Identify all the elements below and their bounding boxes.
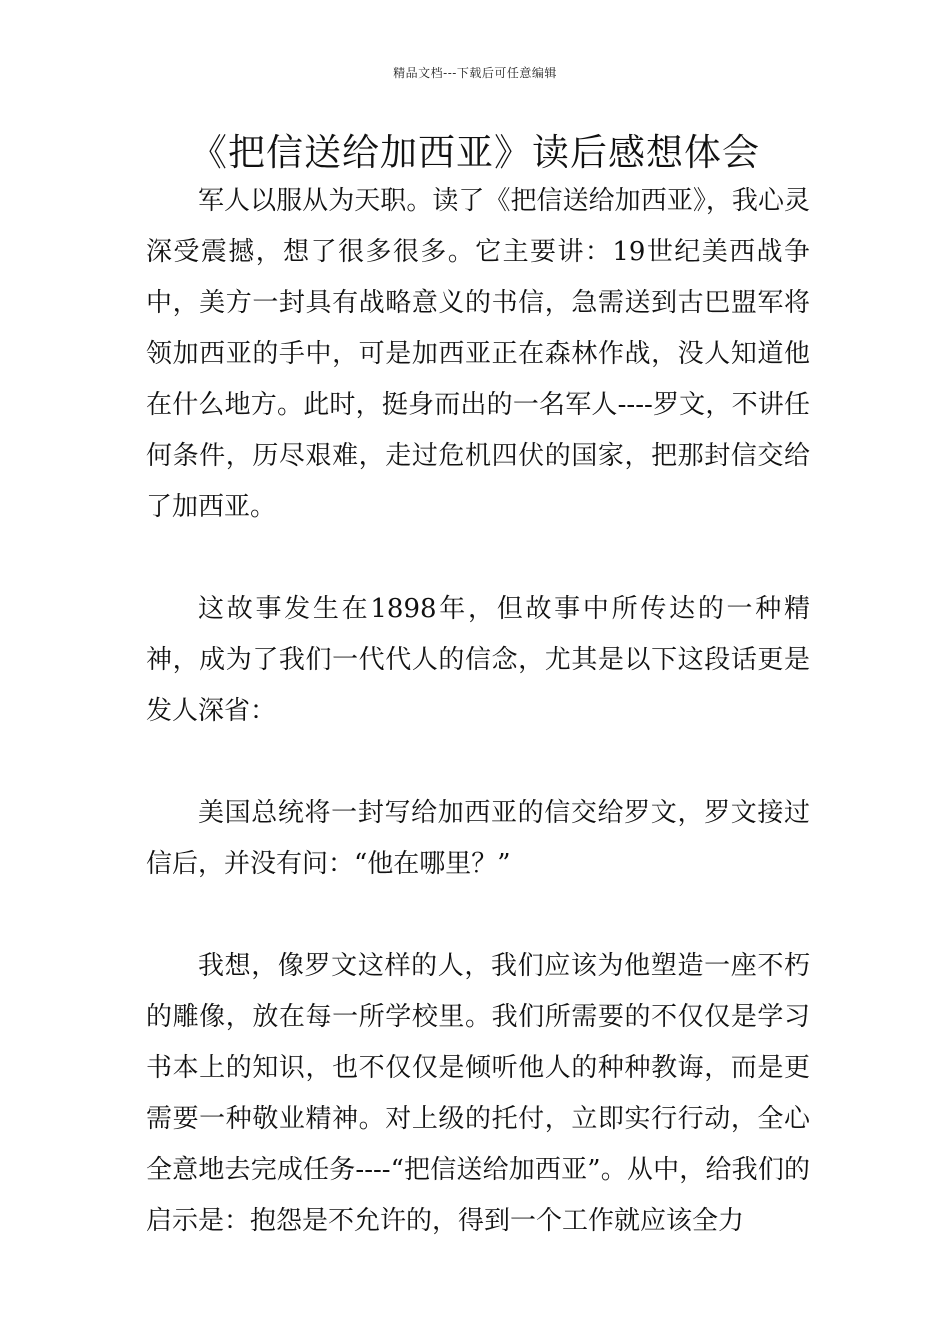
paragraph-1: 军人以服从为天职。读了《把信送给加西亚》，我心灵深受震撼，想了很多很多。它主要讲：19世纪美西战争中，美方一封具有战略意义的书信，急需送到古巴盟军将领加西亚的手中，可是加西亚正在森林作战，没人知道他在什么地方。此时，挺身而出的一名军人----罗文，不讲任何条件，历尽艰难，走过危机四伏的国家，把那封信交给了加西亚。 xyxy=(146,186,810,522)
paragraph-gap xyxy=(146,533,810,584)
paragraph-4: 我想，像罗文这样的人，我们应该为他塑造一座不朽的雕像，放在每一所学校里。我们所需要的不仅仅是学习书本上的知识，也不仅仅是倾听他人的种种教诲，而是更需要一种敬业精神。对上级的托付，立即实行行动，全心全意地去完成任务----“把信送给加西亚”。从中，给我们的启示是：抱怨是不允许的，得到一个工作就应该全力 xyxy=(146,951,810,1236)
paragraph-gap xyxy=(146,890,810,941)
paragraph-3: 美国总统将一封写给加西亚的信交给罗文，罗文接过信后，并没有问：“他在哪里？” xyxy=(146,798,810,879)
paragraph-2: 这故事发生在1898年，但故事中所传达的一种精神，成为了我们一代代人的信念，尤其是以下这段话更是发人深省： xyxy=(146,594,810,726)
paragraph-gap xyxy=(146,737,810,788)
document-body xyxy=(146,176,810,1247)
document-title: 《把信送给加西亚》读后感想体会 xyxy=(190,131,760,174)
page-header: 精品文档---下载后可任意编辑 xyxy=(393,66,557,80)
